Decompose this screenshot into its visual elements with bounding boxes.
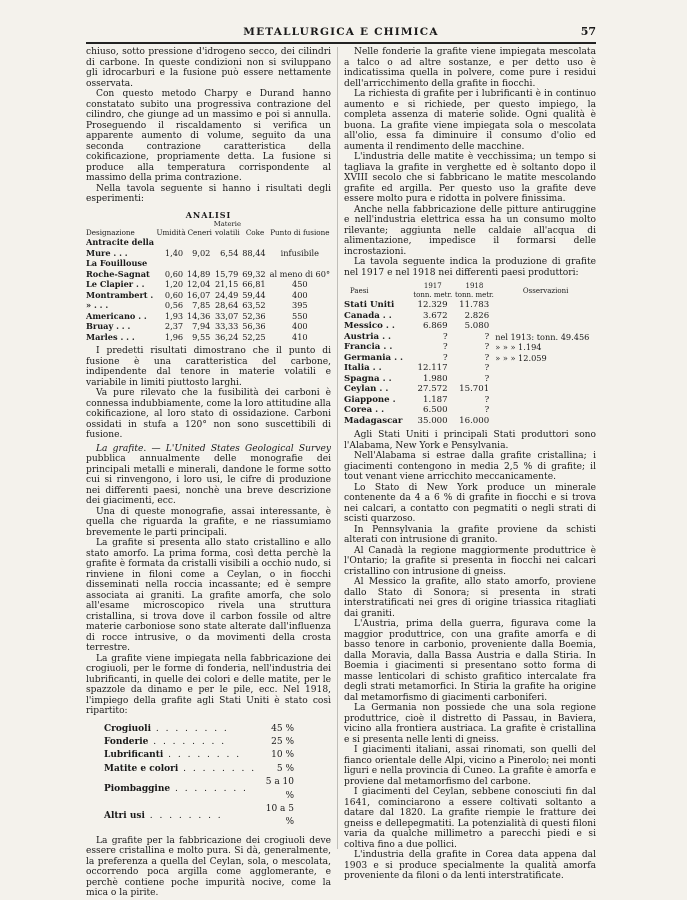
cell-value: 7,85 <box>192 300 211 310</box>
usage-label <box>104 803 256 830</box>
paragraph: La grafite viene impiegata nella fabbricazione dei crogiuoli, per le forme di fonderia, nell'industria dei lubrificanti, in quelle dei colori e delle matite, per le spazzole da dinamo e per le pile, ecc. Nel 1918, l'impiego della grafite agli Stati Uniti è stato così ripartito: <box>86 653 331 716</box>
cell-value: 69,32 <box>242 268 266 279</box>
usage-table-body <box>104 723 294 830</box>
table-header <box>213 220 241 237</box>
cell-value: 14,36 <box>186 310 211 321</box>
paragraph: In Pennsylvania la grafite proviene da schisti alterati con intrusione di granito. <box>344 524 596 545</box>
table-row <box>344 374 596 385</box>
production-header-row <box>344 282 596 300</box>
cell-value: ? <box>484 394 490 405</box>
cell-observation: » » » 12.059 <box>495 352 547 363</box>
paragraph: I giacimenti italiani, assai rinomati, son quelli del fianco orientale delle Alpi, vicino a Pinerolo; nei monti liguri e nella provincia di Cuneo. La grafite è amorfa e proviene dal metamorfismo del carbone. <box>344 745 596 787</box>
usage-label-text: Altri usi <box>104 810 145 821</box>
paragraph: Anche nella fabbricazione delle pitture antiruggine e nell'industria elettrica essa ha un consumo molto rilevante; aggiunta nelle caldaie all'acqua di alimentazione, impedisce il formarsi delle incrostazioni. <box>344 204 596 257</box>
usage-row <box>104 763 294 776</box>
usage-label-text: Fonderie <box>104 736 149 747</box>
cell-value: 27.572 <box>417 384 448 394</box>
table-row <box>86 290 331 301</box>
cell-observation <box>495 300 596 311</box>
table-row <box>86 332 331 343</box>
cell-value: ? <box>484 405 490 415</box>
cell-value: 63,52 <box>242 300 266 310</box>
paragraph: Lo Stato di New York produce un minerale contenente da 4 a 6 % di grafite in fiocchi e si trova nei calcari, a contatto con pegmatiti o negli strati di scisti quarzoso. <box>344 482 596 524</box>
table-header-year: 1917 <box>423 282 442 290</box>
leader-dots: . . . . . . . . <box>151 723 229 734</box>
usage-value: 5 % <box>276 763 294 774</box>
cell-designation: » . . . <box>86 300 109 310</box>
cell-designation: Montrambert . <box>86 289 154 300</box>
table-row <box>344 342 596 353</box>
table-row <box>86 300 331 311</box>
usage-value: 10 a 5 % <box>265 803 294 828</box>
cell-value: al meno di 60° <box>269 268 331 279</box>
paragraph: La grafite per la fabbricazione dei crogiuoli deve essere cristallina e molto pura. Si dà, generalmente, la preferenza a quella del Ceylan, sola, o mescolata, occorrendo poca argilla come agglomerante, e perchè contiene poche impurità nocive, come la mica o la pirite. <box>86 835 331 899</box>
cell-value: 0,56 <box>164 300 184 310</box>
running-header <box>86 24 596 44</box>
cell-value: 12.117 <box>417 363 448 373</box>
cell-country: Spagna . . <box>344 373 392 384</box>
paragraph: Con questo metodo Charpy e Durand hanno constatato subito una progressiva contrazione del cilindro, che giunge ad un massimo e poi si annulla. Proseguendo il riscaldamento si verifica un apparente aumento di volume, seguito da una seconda contrazione caratteristica della cokificazione, propriamente detta. La fusione si produce alla temperatura corrispondente al massimo della prima contrazione. <box>86 89 331 183</box>
cell-value <box>241 258 268 269</box>
cell-value: 59,44 <box>242 289 266 300</box>
cell-value: ? <box>484 352 490 363</box>
cell-observation: » » » 1.194 <box>495 342 542 352</box>
table-header-unit: tonn. metr. <box>413 291 453 299</box>
leader-dots: . . . . . . . . <box>163 750 242 761</box>
leader-dots: . . . . . . . . <box>178 763 257 774</box>
cell-designation: Antracite della <box>86 237 155 247</box>
right-column <box>344 47 596 882</box>
cell-value: 52,25 <box>242 331 266 342</box>
leader-dots: . . . . . . . . <box>148 736 227 747</box>
cell-value: 550 <box>292 310 308 321</box>
paragraph: chiuso, sotto pressione d'idrogeno secco, dei cilindri di carbone. In queste condizioni non si sviluppano gli idrocarburi e la fusione può essere nettamente osservata. <box>86 47 331 89</box>
table-row <box>344 395 596 406</box>
table-row <box>344 384 596 395</box>
cell-observation <box>495 321 596 332</box>
cell-value: 450 <box>292 279 308 289</box>
paragraph: Nelle fonderie la grafite viene impiegata mescolata a talco o ad altre sostanze, e per detto uso è indicatissima quella in polvere, come pure i residui dell'arricchimento della grafite in fiocchi. <box>344 47 596 89</box>
table-header-year: 1918 <box>465 282 484 290</box>
cell-value: 1.980 <box>423 373 448 384</box>
paragraph: L'Austria, prima della guerra, figurava come la maggior produttrice, con una grafite amorfa e di basso tenore in carbonio, proveniente dalla Boemia, dalla Moravia, dalla Bassa Austria e dalla Stiria. In Boemia i giacimenti si presentano sotto forma di masse lenticolari di schisto grafitico intercalate fra degli strati metamorfici. In Stiria la grafite ha origine dal metamorfismo di giacimenti carboniferi. <box>344 619 596 703</box>
table-row <box>86 279 331 290</box>
usage-value: 10 % <box>271 750 294 761</box>
table-row <box>86 269 331 280</box>
table-row <box>344 405 596 416</box>
production-table-body <box>344 300 596 426</box>
cell-value: 2.826 <box>464 310 490 321</box>
cell-value <box>269 258 331 269</box>
header-rule <box>86 42 596 44</box>
usage-label <box>104 736 256 749</box>
cell-value <box>156 237 186 248</box>
cell-value: 88,44 <box>242 247 266 258</box>
cell-value: 15.701 <box>459 384 490 394</box>
paragraph: La tavola seguente indica la produzione di grafite nel 1917 e nel 1918 nei differenti paesi produttori: <box>344 257 596 278</box>
cell-value: 400 <box>292 289 308 300</box>
cell-value: ? <box>484 342 490 352</box>
cell-observation <box>495 363 596 374</box>
cell-value: 11.783 <box>459 300 490 310</box>
cell-value: ? <box>443 342 448 352</box>
cell-value: 6,54 <box>220 247 239 258</box>
cell-value: 24,49 <box>214 289 239 300</box>
paragraph: I predetti risultati dimostrano che il punto di fusione è una caratteristica del carbone, indipendente dal tenore in materie volatili e variabile in limiti piuttosto larghi. <box>86 346 331 388</box>
usage-label <box>104 763 256 776</box>
cell-value: 9,55 <box>192 331 211 342</box>
table-row <box>344 321 596 332</box>
paragraph: Nella tavola seguente si hanno i risultati degli esperimenti: <box>86 183 331 204</box>
paragraph: Agli Stati Uniti i principali Stati produttori sono l'Alabama, New York e Pensylvania. <box>344 430 596 451</box>
analisi-header-row <box>86 220 331 237</box>
usage-row <box>104 803 294 830</box>
cell-country: Corea . . <box>344 405 385 415</box>
cell-country: Germania . . <box>344 352 404 363</box>
table-row <box>344 300 596 311</box>
usage-label-text: Matite e colori <box>104 763 179 774</box>
cell-value: 33,07 <box>214 310 239 321</box>
table-row <box>86 248 331 259</box>
cell-value <box>269 237 331 248</box>
cell-value: 66,81 <box>242 279 266 289</box>
paragraph: Una di queste monografie, assai interessante, è quella che riguarda la grafite, e ne riassumiamo brevemente le parti principali. <box>86 506 331 538</box>
cell-value: 16,07 <box>186 289 211 300</box>
table-row <box>344 353 596 364</box>
cell-value: 2,37 <box>164 321 184 331</box>
table-row <box>86 258 331 269</box>
table-header <box>412 282 454 300</box>
cell-value: 52,36 <box>242 310 266 321</box>
table-header-materie: Materie <box>213 220 241 228</box>
usage-value: 45 % <box>271 723 294 734</box>
left-column <box>86 47 331 899</box>
cell-value: 35.000 <box>417 415 448 426</box>
cell-value <box>213 258 241 269</box>
cell-value: 28,64 <box>214 300 239 310</box>
table-row <box>86 311 331 322</box>
table-row <box>86 321 331 332</box>
cell-observation: nel 1913: tonn. 49.456 <box>495 331 590 342</box>
cell-value: 1.187 <box>423 394 448 405</box>
cell-value: 0,60 <box>164 268 184 279</box>
table-header: Ceneri <box>187 227 212 237</box>
paragraph: L'industria della grafite in Corea data appena dal 1903 e si produce specialmente la qualità amorfa proveniente da filoni o da lenti interstratificate. <box>344 850 596 881</box>
cell-value: infusibile <box>280 247 319 258</box>
usage-row <box>104 736 294 749</box>
cell-value: 1,93 <box>164 310 184 321</box>
source-citation: — L'United States Geological Survey <box>151 443 331 454</box>
table-header: Coke <box>245 227 265 237</box>
paragraph: La Germania non possiede che una sola regione produttrice, cioè il distretto di Passau, in Baviera, vicino alla frontiera austriaca. La grafite è cristallina e si presenta nelle lenti di gneiss. <box>344 703 596 745</box>
cell-value <box>186 258 213 269</box>
cell-designation: Mure . . . <box>86 247 128 258</box>
cell-country: Giappone . <box>344 394 396 405</box>
cell-value: 14,89 <box>186 268 211 279</box>
table-header-volatili: volatili <box>215 227 240 237</box>
paragraph: Va pure rilevato che la fusibilità dei carboni è connessa indubbiamente, come la loro attitudine alla cokificazione, al loro stato di ossidazione. Carboni ossidati in stufa a 120° non sono suscettibili di fusione. <box>86 388 331 440</box>
cell-value: ? <box>484 331 490 342</box>
cell-country: Ceylan . . <box>344 384 389 394</box>
cell-value: ? <box>484 373 490 384</box>
paragraph: Al Messico la grafite, allo stato amorfo, proviene dallo Stato di Sonora; si presenta in strati interstratificati nei gres di origine triassica ritagliati dai graniti. <box>344 577 596 619</box>
cell-value: 400 <box>292 321 308 331</box>
table-row <box>344 416 596 427</box>
analisi-table-body <box>86 237 331 342</box>
cell-value: ? <box>443 352 448 363</box>
paragraph: Al Canadà la regione maggiormente produttrice è l'Ontario; la grafite si presenta in fiocchi nei calcari cristallino con intrusione di gneiss. <box>344 545 596 577</box>
leader-dots: . . . . . . . . <box>144 810 223 821</box>
cell-value: 7,94 <box>192 321 211 331</box>
table-header-unit: tonn. metr. <box>454 291 494 299</box>
analisi-table <box>86 220 331 342</box>
usage-row <box>104 723 294 736</box>
table-header: Paesi <box>350 286 369 295</box>
cell-value: 1,40 <box>164 247 184 258</box>
journal-section-title: METALLURGICA E CHIMICA <box>243 26 439 38</box>
cell-value: 12,04 <box>186 279 211 289</box>
table-header: Umidità <box>156 227 186 237</box>
table-header: Designazione <box>86 227 135 237</box>
production-table <box>344 282 596 426</box>
cell-designation: Bruay . . . <box>86 321 131 331</box>
paragraph: La grafite si presenta allo stato cristallino e allo stato amorfo. La prima forma, così detta perchè la grafite è formata da cristalli visibili a occhio nudo, si rinviene in filoni come a Ceylan, o in fiocchi disseminati nella roccia incassante; ed è sempre associata ai graniti. La grafite amorfa, che solo all'esame microscopico rivela una struttura cristallina, si trova dove il carbon fossile od altre materie carboniose sono state alterate dall'influenza di rocce intrusive, o da movimenti della crosta terrestre. <box>86 538 331 653</box>
cell-value: 1,96 <box>164 331 184 342</box>
cell-country: Francia . . <box>344 342 393 352</box>
usage-label-text: Lubrificanti <box>104 750 164 761</box>
cell-value: 410 <box>292 331 308 342</box>
cell-country: Messico . . <box>344 321 395 331</box>
cell-value: 33,33 <box>214 321 239 331</box>
paragraph <box>86 444 331 507</box>
cell-country: Madagascar <box>344 415 403 426</box>
section-title-grafite: La grafite. <box>96 443 147 454</box>
cell-value: 6.500 <box>423 405 448 415</box>
paragraph: I giacimenti del Ceylan, sebbene conosciuti fin dal 1641, cominciarono a essere coltivati soltanto a datare dal 1820. La grafite riempie le fratture dei gneiss e dellepegmatiti. La potenzialità di questi filoni varia da qualche millimetro a parecchi piedi e si coltiva fino a due pollici. <box>344 787 596 850</box>
leader-dots: . . . . . . . . <box>170 783 248 794</box>
cell-value: 3.672 <box>423 310 448 321</box>
cell-value <box>213 237 241 248</box>
cell-value: 16.000 <box>459 415 490 426</box>
table-header: Punto di fusione <box>270 227 330 237</box>
cell-value: ? <box>443 331 448 342</box>
cell-value: 0,60 <box>164 289 184 300</box>
table-header: Osservazioni <box>522 286 569 295</box>
usage-value: 5 a 10 % <box>265 777 294 801</box>
usage-label-text: Piombaggine <box>104 783 171 794</box>
cell-value: 36,24 <box>214 331 239 342</box>
paragraph: La richiesta di grafite per i lubrificanti è in continuo aumento e si richiede, per questo impiego, la completa assenza di materie solide. Ogni qualità è buona. La grafite viene impiegata sola o mescolata all'olio, essa fa diminuire il consumo d'olio ed aumenta il rendimento delle macchine. <box>344 89 596 152</box>
cell-value: 395 <box>292 300 308 310</box>
paragraph: L'industria delle matite è vecchissima; un tempo si tagliava la grafite in verghette ed è soltanto dopo il XVIII secolo che si fabbricano le matite mescolando grafite ed argilla. Per questo uso la grafite deve essere molto pura e ridotta in polvere finissima. <box>344 152 596 204</box>
cell-value <box>241 237 268 248</box>
cell-value: 15,79 <box>214 268 239 279</box>
cell-observation <box>495 311 596 322</box>
cell-value <box>186 237 213 248</box>
table-row <box>344 363 596 374</box>
cell-observation <box>495 384 596 395</box>
cell-designation: Americano . . <box>86 310 147 321</box>
cell-country: Canada . . <box>344 310 392 321</box>
cell-value <box>156 258 186 269</box>
usage-row <box>104 749 294 762</box>
table-row <box>344 311 596 322</box>
cell-observation <box>495 374 596 385</box>
cell-value: 9,02 <box>192 247 211 258</box>
cell-designation: Le Clapier . . <box>86 279 145 289</box>
cell-designation: Roche-Sagnat <box>86 268 150 279</box>
paragraph: Nell'Alabama si estrae dalla grafite cristallina; i giacimenti contengono in media 2,5 % di grafite; il tout venant viene arricchito meccanicamente. <box>344 451 596 482</box>
cell-value: 56,36 <box>242 321 266 331</box>
cell-value: ? <box>484 363 490 373</box>
table-row <box>344 332 596 343</box>
table-header <box>454 282 496 300</box>
page-number: 57 <box>580 25 596 38</box>
cell-value: 1,20 <box>164 279 184 289</box>
cell-observation <box>495 405 596 416</box>
cell-value: 5.080 <box>464 321 490 331</box>
paragraph-text: pubblica annualmente delle monografie dei principali metalli e minerali, dandone le forme sotto cui si rinvengono, i loro usi, le cifre di produzione nei differenti paesi, nonchè una breve descrizione dei giacimenti, ecc. <box>86 454 331 506</box>
usage-label <box>104 723 256 736</box>
usage-label <box>104 776 256 803</box>
cell-country: Austria . . <box>344 331 392 342</box>
table-row <box>86 237 331 248</box>
usage-label <box>104 749 256 762</box>
column-separator <box>337 47 338 849</box>
analisi-table-title: ANALISI <box>185 209 232 220</box>
usage-value: 25 % <box>271 736 294 747</box>
usage-row <box>104 776 294 803</box>
cell-designation: La Fouillouse <box>86 258 148 268</box>
cell-country: Stati Uniti <box>344 300 395 310</box>
cell-country: Italia . . <box>344 363 382 373</box>
cell-value: 12.329 <box>417 300 448 310</box>
cell-observation <box>495 416 596 427</box>
cell-observation <box>495 395 596 406</box>
cell-value: 21,15 <box>214 279 239 289</box>
usage-table <box>104 723 294 830</box>
cell-value: 6.869 <box>423 321 448 331</box>
cell-designation: Marles . . . <box>86 331 135 342</box>
usage-label-text: Crogiuoli <box>104 723 152 734</box>
